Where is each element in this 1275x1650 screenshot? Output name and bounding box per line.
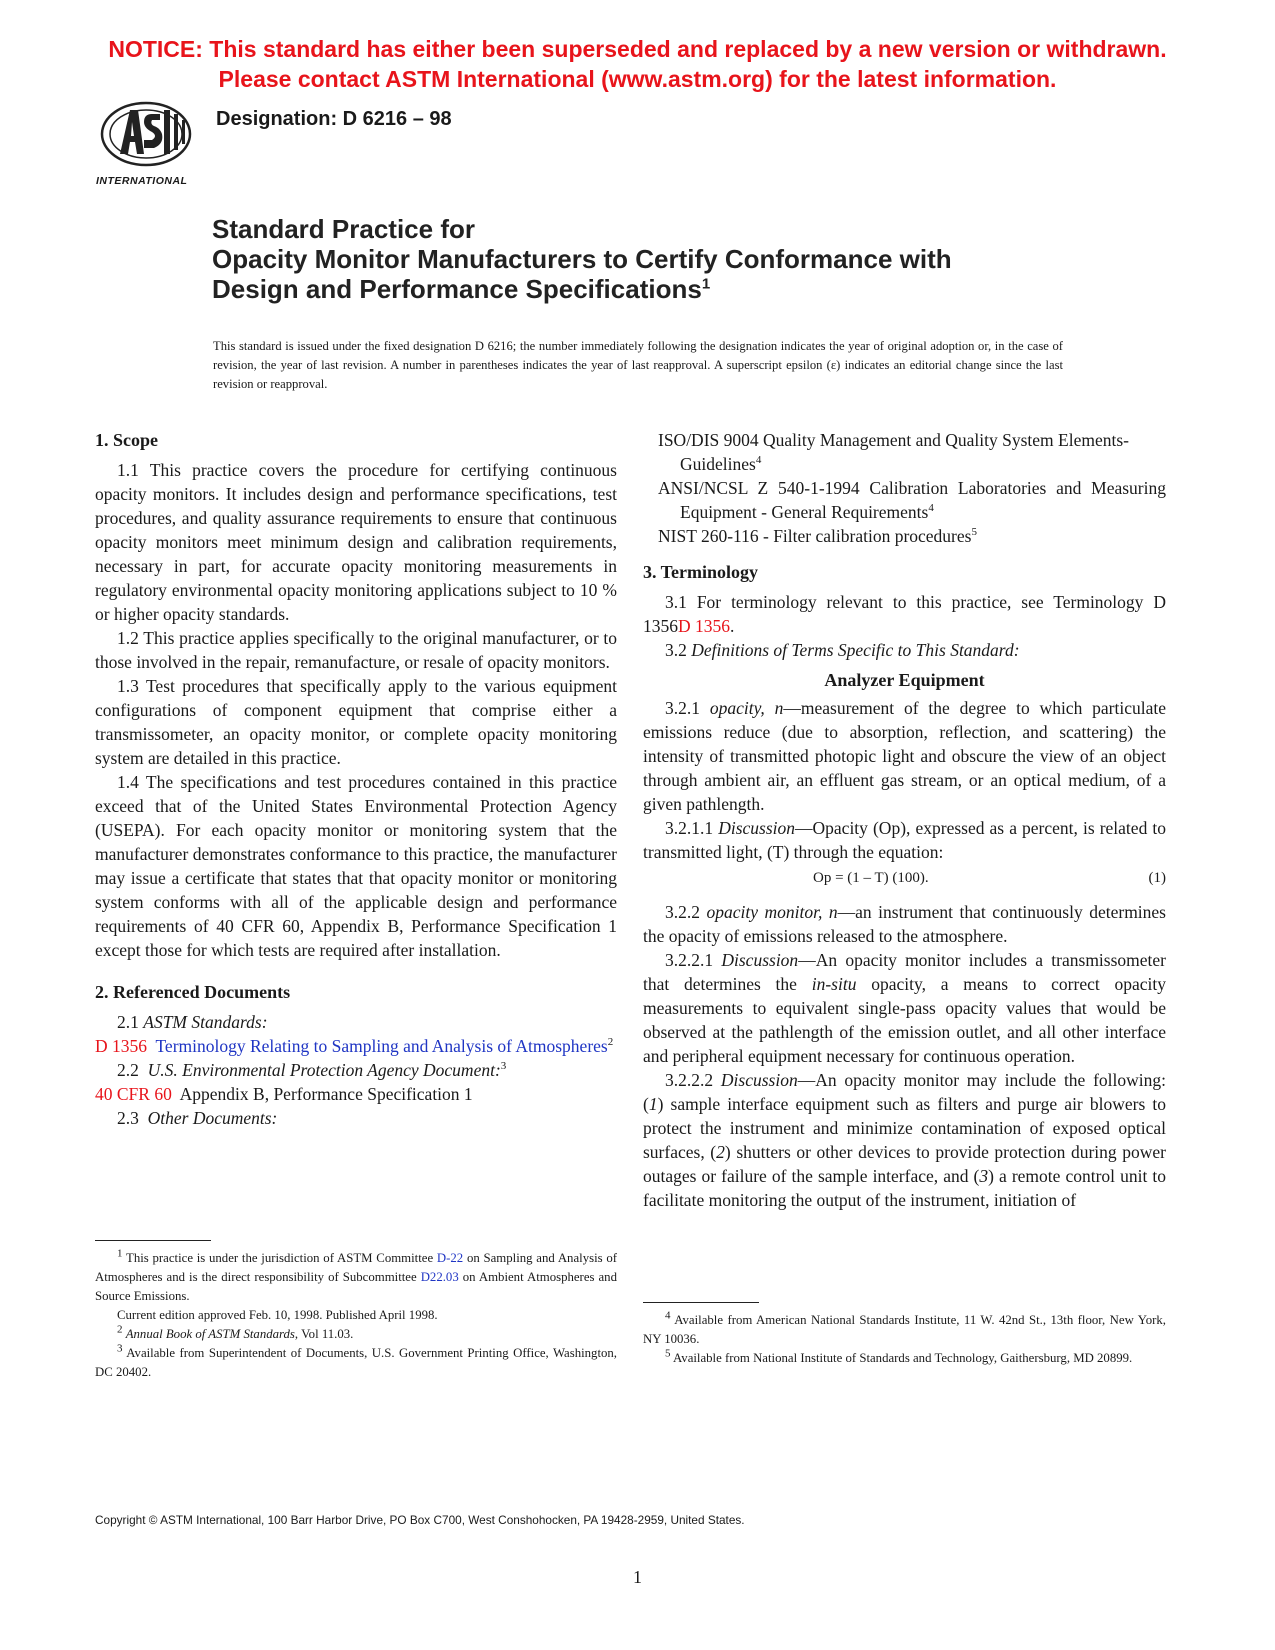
notice-line-2: Please contact ASTM International (www.astm.org) for the latest information. [218, 66, 1057, 92]
equation-number: (1) [1148, 870, 1166, 886]
definition-3-2-1: 3.2.1 opacity, n—measurement of the degree to which particulate emissions reduce (due to absorption, reflection, and scattering) the intensity of transmitted photopic light and obscure the view of an object through ambient air, an effluent gas stream, or an optical medium, of a given pathlength. [643, 698, 1167, 814]
equation-text: Op = (1 – T) (100). [813, 870, 929, 886]
paragraph-1-1: 1.1 This practice covers the procedure for certifying continuous opacity monitors. It includes design and performance specifications, test procedures, and quality assurance requirements to ensure that continuous opacity monitors meet minimum design and calibration requirements, necessary in part, for accurate opacity monitoring measurements in regulatory environmental opacity monitoring applications subject to 10 % or higher opacity standards. [95, 460, 617, 624]
issued-note: This standard is issued under the fixed designation D 6216; the number immediately following the designation indicates the year of original adoption or, in the case of revision, the year of last revision. A number in parentheses indicates the year of last reapproval. A superscript epsilon (ε) indicates an editorial change since the last revision or reapproval. [213, 339, 1063, 391]
footnote-1-edition: Current edition approved Feb. 10, 1998. Published April 1998. [117, 1308, 438, 1322]
section-heading-scope: 1. Scope [95, 430, 158, 450]
page-number: 1 [633, 1567, 642, 1587]
title-line-1: Standard Practice for [212, 214, 475, 244]
section-heading-referenced-documents: 2. Referenced Documents [95, 982, 291, 1002]
subcommittee-d2203-link[interactable]: D22.03 [420, 1270, 459, 1284]
title-footnote-mark: 1 [701, 275, 711, 293]
designation: Designation: D 6216 – 98 [216, 108, 452, 130]
footnote-divider-left [95, 1240, 211, 1241]
astm-logo [92, 96, 202, 186]
paragraph-2-3: 2.3 Other Documents: [117, 1108, 278, 1128]
subheading-analyzer-equipment: Analyzer Equipment [824, 670, 985, 690]
footnote-1: $^1$ This practice is under the jurisdiction of ASTM Committee D-22 on Sampling and Analysis of Atmospheres and is the direct responsibility of Subcommittee D22.03 on Ambient Atmospheres and Source Emissions. [95, 1247, 618, 1303]
reference-d1356: D 1356 Terminology Relating to Sampling and Analysis of Atmospheres$^2$ [95, 1036, 614, 1056]
reference-d1356-code-link[interactable]: D 1356 [95, 1036, 148, 1056]
discussion-3-2-2-2: 3.2.2.2 Discussion—An opacity monitor may include the following: (1) sample interface equipment such as filters and purge air blowers to protect the instrument and minimize contamination of exposed optical surfaces, (2) shutters or other devices to provide protection during power outages or failure of the sample interface, and (3) a remote control unit to facilitate monitoring the output of the instrument, initiation of [643, 1070, 1167, 1210]
title-line-2: Opacity Monitor Manufacturers to Certify Conformance with [212, 244, 952, 274]
footnote-divider-right [643, 1302, 759, 1303]
paragraph-3-1: 3.1 For terminology relevant to this practice, see Terminology D 1356D 1356. [643, 592, 1166, 636]
discussion-3-2-2-1: 3.2.2.1 Discussion—An opacity monitor includes a transmissometer that determines the in-situ opacity, a means to correct opacity measurements to equivalent single-pass opacity values that would be observed at the pathlength of the emission outlet, and all other interface and peripheral equipment necessary for continuous operation. [643, 950, 1167, 1066]
other-document-iso: ISO/DIS 9004 Quality Management and Quality System Elements-Guidelines$^4$ [658, 430, 1129, 474]
footnote-2: $^2$ Annual Book of ASTM Standards, Vol 11.03. [117, 1323, 354, 1341]
left-footnotes [95, 1249, 617, 1382]
left-column [95, 428, 617, 1130]
definition-3-2-2: 3.2.2 opacity monitor, n—an instrument that continuously determines the opacity of emissions released to the atmosphere. [643, 902, 1166, 946]
copyright-notice: Copyright © ASTM International, 100 Barr Harbor Drive, PO Box C700, West Conshohocken, PA 19428-2959, United States. [95, 1513, 745, 1527]
notice-line-1: NOTICE: This standard has either been superseded and replaced by a new version or withdrawn. [108, 36, 1167, 62]
equation-1 [643, 864, 1166, 888]
committee-d22-link[interactable]: D-22 [436, 1251, 464, 1265]
paragraph-1-3: 1.3 Test procedures that specifically apply to the various equipment configurations of component equipment that comprise either a transmissometer, an opacity monitor, or complete opacity monitoring system are detailed in this practice. [95, 676, 617, 768]
footnote-5: $^5$ Available from National Institute of Standards and Technology, Gaithersburg, MD 20899. [665, 1347, 1133, 1365]
paragraph-1-4: 1.4 The specifications and test procedures contained in this practice exceed that of the United States Environmental Protection Agency (USEPA). For each opacity monitor or monitoring system that the manufacturer demonstrates conformance to this practice, the manufacturer may issue a certificate that states that that opacity monitor or monitoring system conforms with all of the applicable design and performance requirements of 40 CFR 60, Appendix B, Performance Specification 1 except those for which tests are required after installation. [95, 772, 617, 960]
discussion-3-2-1-1: 3.2.1.1 Discussion—Opacity (Op), expressed as a percent, is related to transmitted light, (T) through the equation: [643, 818, 1167, 862]
section-heading-terminology: 3. Terminology [643, 562, 759, 582]
document-title [212, 214, 952, 304]
footnote-4: $^4$ Available from American National Standards Institute, 11 W. 42nd St., 13th floor, New York, NY 10036. [643, 1309, 1166, 1346]
paragraph-3-2: 3.2 Definitions of Terms Specific to This Standard: [665, 640, 1020, 660]
reference-40cfr60: 40 CFR 60 Appendix B, Performance Specification 1 [95, 1084, 473, 1104]
other-document-ansi: ANSI/NCSL Z 540-1-1994 Calibration Laboratories and Measuring Equipment - General Requirements$^4$ [658, 478, 1166, 522]
terminology-d1356-link[interactable]: D 1356 [678, 616, 731, 636]
right-column [643, 428, 1166, 1212]
right-footnotes [643, 1311, 1166, 1368]
paragraph-2-1: 2.1 ASTM Standards: [117, 1012, 268, 1032]
other-document-nist: NIST 260-116 - Filter calibration procedures$^5$ [658, 526, 977, 546]
paragraph-1-2: 1.2 This practice applies specifically to the original manufacturer, or to those involved in the repair, remanufacture, or resale of opacity monitors. [95, 628, 617, 672]
footnote-3: $^3$ Available from Superintendent of Documents, U.S. Government Printing Office, Washington, DC 20402. [95, 1342, 617, 1379]
paragraph-2-2: 2.2 U.S. Environmental Protection Agency Document:$^3$ [117, 1060, 507, 1080]
title-line-3: Design and Performance Specifications$^1$ [212, 274, 711, 304]
reference-d1356-title-link[interactable]: Terminology Relating to Sampling and Analysis of Atmospheres [155, 1036, 608, 1056]
reference-40cfr60-link[interactable]: 40 CFR 60 [95, 1084, 172, 1104]
logo-text: INTERNATIONAL [96, 175, 188, 187]
